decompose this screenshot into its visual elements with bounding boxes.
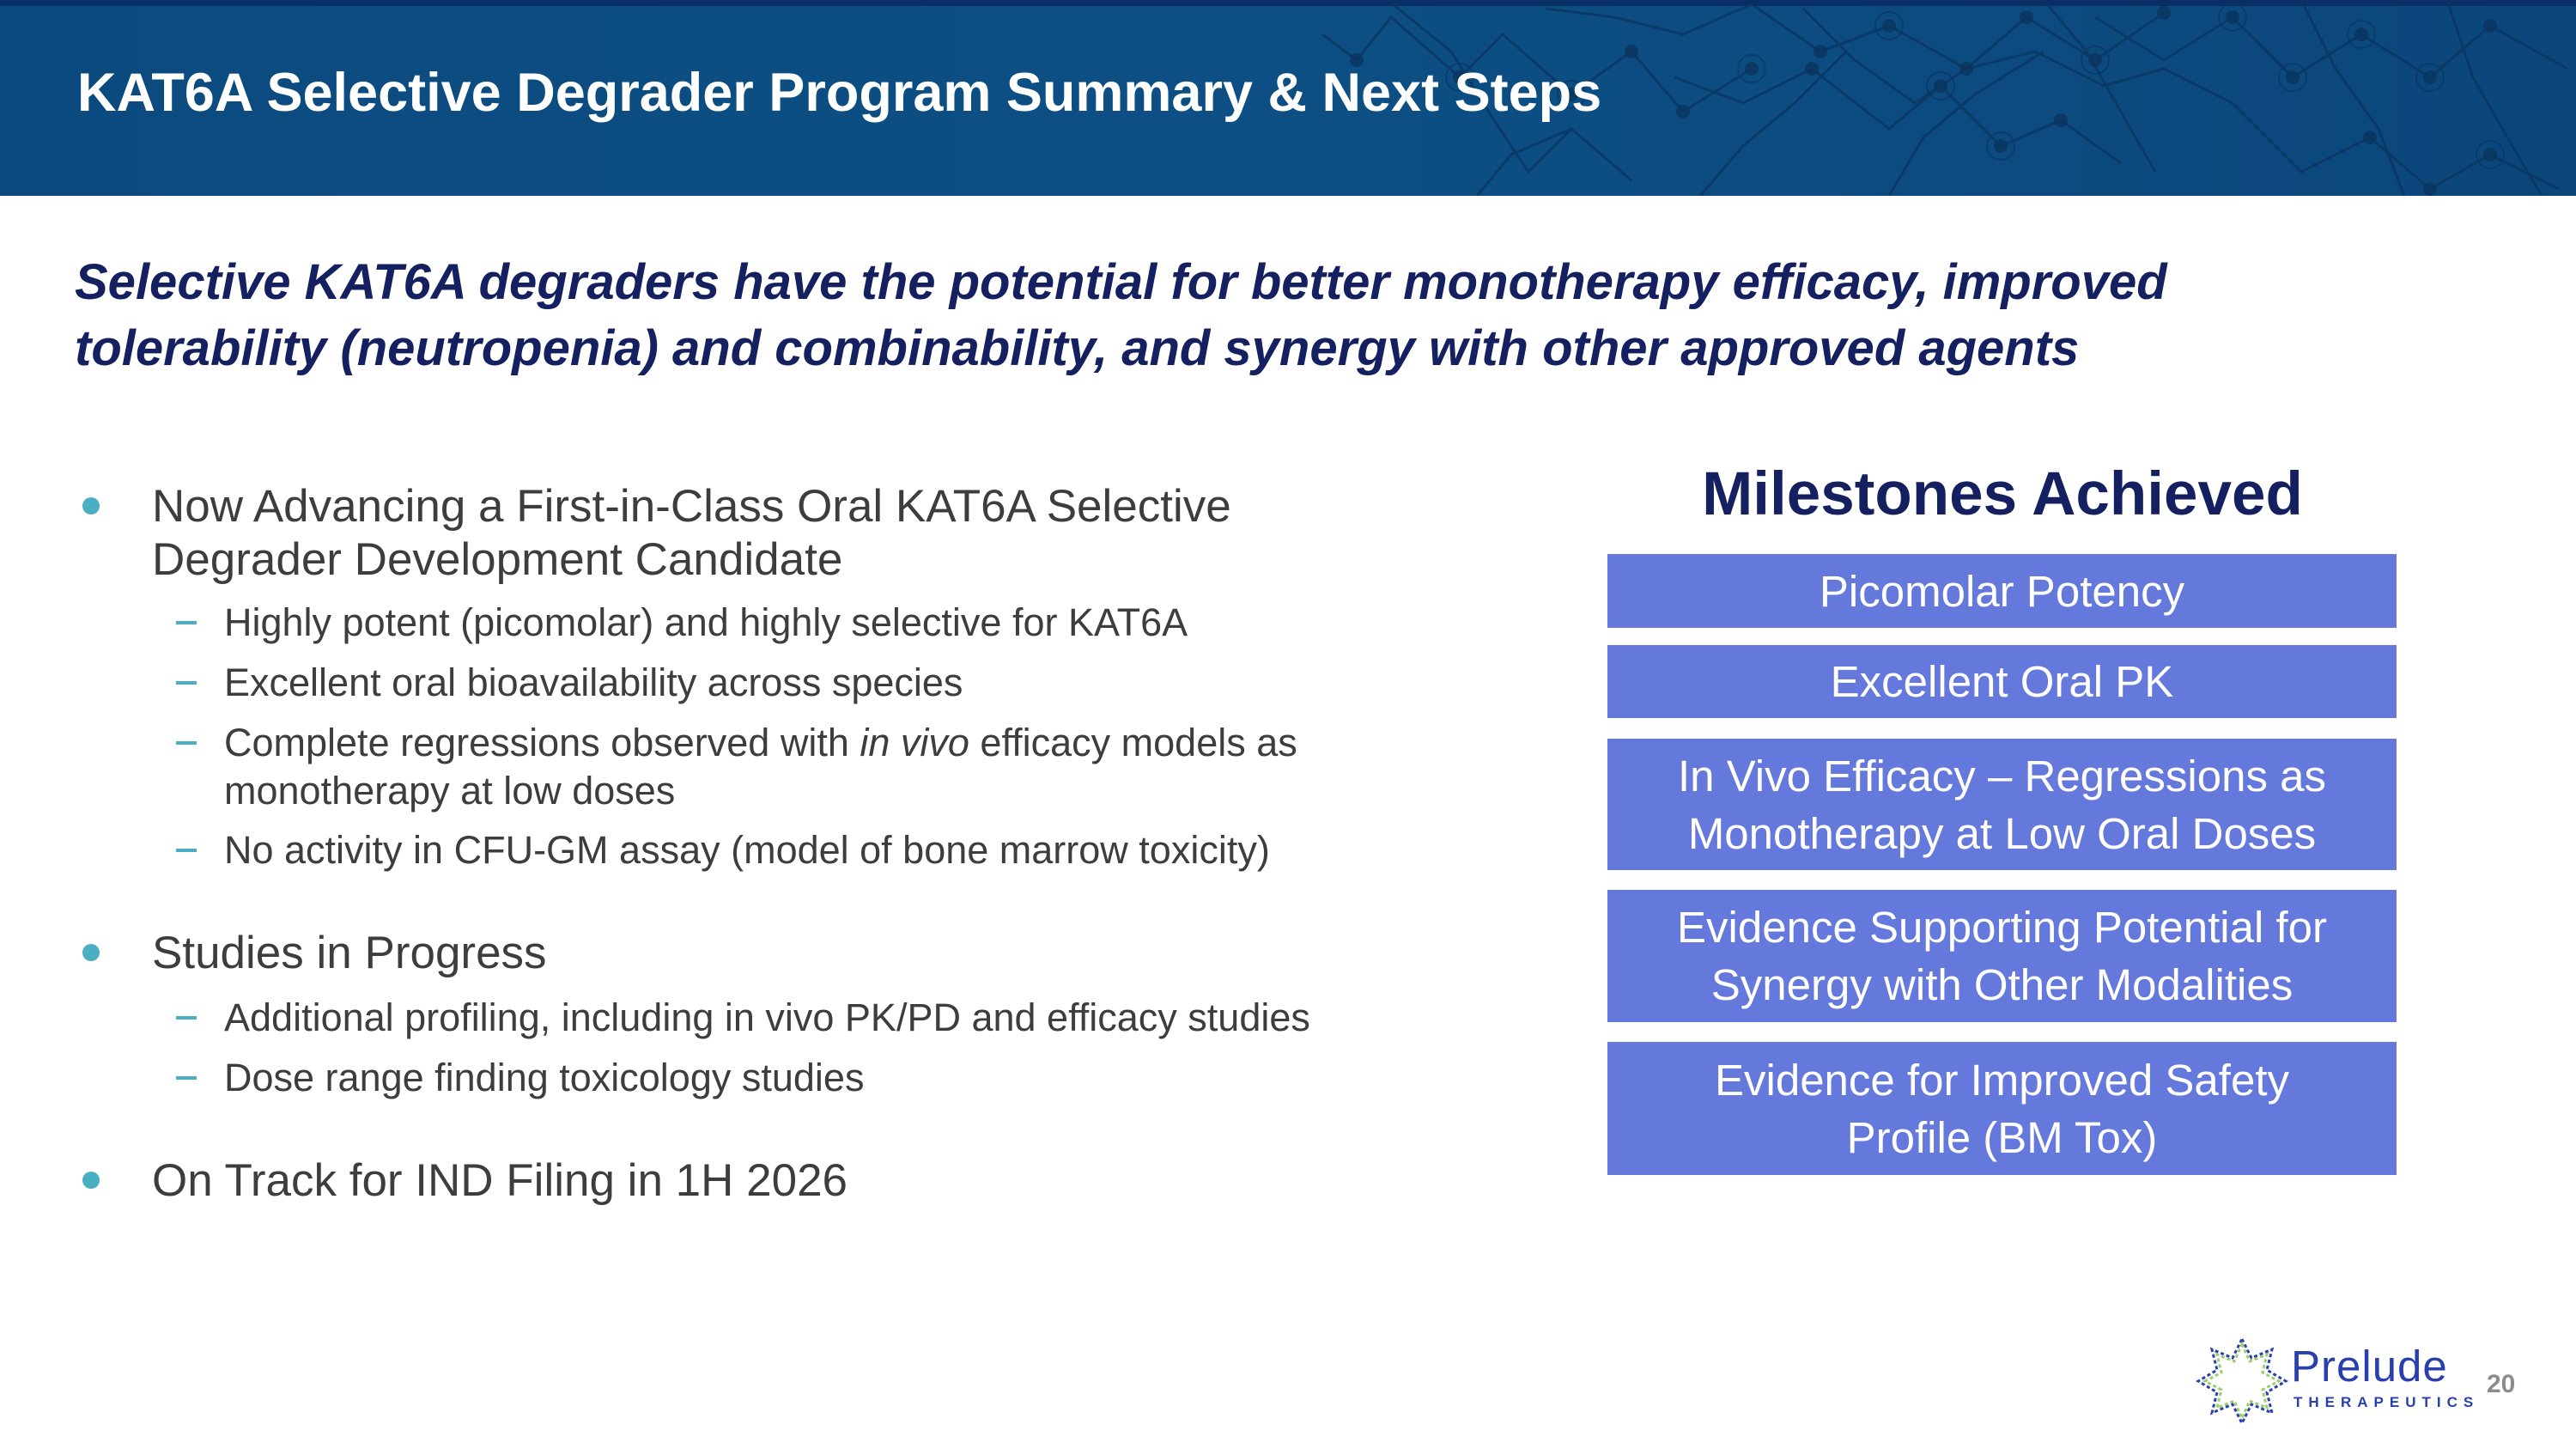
sub-bullet-text: Dose range finding toxicology studies [224, 1056, 865, 1099]
logo-wordmark: Prelude [2291, 1342, 2448, 1391]
prelude-star-logo-icon [2195, 1334, 2289, 1428]
dash-bullet-icon [176, 681, 197, 685]
bullet-dot-icon [82, 497, 100, 514]
slide-title: KAT6A Selective Degrader Program Summary & Next Steps [77, 63, 1602, 123]
sub-bullet-text-line-2: monotherapy at low doses [224, 769, 676, 813]
milestone-box-synergy [1607, 890, 2397, 1022]
milestone-text [1831, 653, 2174, 710]
milestone-box-potency [1607, 554, 2397, 628]
prelude-logo [2195, 1334, 2480, 1428]
dash-bullet-icon [176, 741, 197, 745]
subtitle-line-2: tolerability (neutropenia) and combinability, and synergy with other approved agents [75, 320, 2080, 376]
milestone-line-1: Excellent Oral PK [1830, 657, 2174, 706]
text-segment: efficacy models as [969, 721, 1297, 764]
dash-bullet-icon [176, 849, 197, 852]
bullet-text: Studies in Progress [152, 928, 547, 978]
milestone-box-in-vivo-efficacy [1607, 739, 2397, 870]
milestone-line-2: Monotherapy at Low Oral Doses [1687, 808, 2317, 858]
bullet-dot-icon [82, 944, 100, 961]
dash-bullet-icon [176, 1016, 197, 1020]
milestone-box-oral-pk [1607, 645, 2397, 718]
milestone-text [1678, 747, 2326, 862]
milestone-line-1: Picomolar Potency [1819, 566, 2185, 616]
milestone-line-2: Synergy with Other Modalities [1710, 960, 2293, 1009]
sub-bullet-text: Additional profiling, including in vivo PK/PD and efficacy studies [224, 995, 1310, 1039]
sub-bullet-text: Excellent oral bioavailability across species [224, 661, 963, 704]
header-banner [0, 0, 2576, 196]
sub-bullet-text-line-1 [224, 719, 1297, 767]
subtitle-line-1: Selective KAT6A degraders have the potential for better monotherapy efficacy, improved [75, 254, 2167, 310]
milestone-text [1715, 1051, 2289, 1166]
text-segment: Complete regressions observed with [224, 721, 860, 764]
slide-subtitle [75, 249, 2462, 381]
italic-segment: in vivo [860, 721, 969, 764]
bullet-dot-icon [82, 1172, 100, 1189]
milestone-text [1820, 563, 2184, 620]
dash-bullet-icon [176, 1076, 197, 1080]
logo-subtitle: THERAPEUTICS [2293, 1394, 2480, 1410]
bullet-text-line-2: Degrader Development Candidate [152, 534, 843, 585]
milestone-line-1: Evidence Supporting Potential for [1677, 903, 2327, 952]
dash-bullet-icon [176, 621, 197, 624]
milestone-text [1677, 898, 2327, 1014]
bullet-text: On Track for IND Filing in 1H 2026 [152, 1155, 848, 1206]
milestone-line-2: Profile (BM Tox) [1846, 1112, 2158, 1162]
sub-bullet-text: Highly potent (picomolar) and highly selective for KAT6A [224, 600, 1188, 644]
bullet-text-line-1: Now Advancing a First-in-Class Oral KAT6A Selective [152, 481, 1231, 532]
milestone-line-1: In Vivo Efficacy – Regressions as [1678, 751, 2326, 801]
sub-bullet-text: No activity in CFU-GM assay (model of bone marrow toxicity) [224, 828, 1270, 872]
page-number: 20 [2487, 1370, 2516, 1398]
milestone-line-1: Evidence for Improved Safety [1714, 1055, 2289, 1105]
milestone-box-safety [1607, 1042, 2397, 1175]
milestones-title: Milestones Achieved [1702, 460, 2303, 528]
